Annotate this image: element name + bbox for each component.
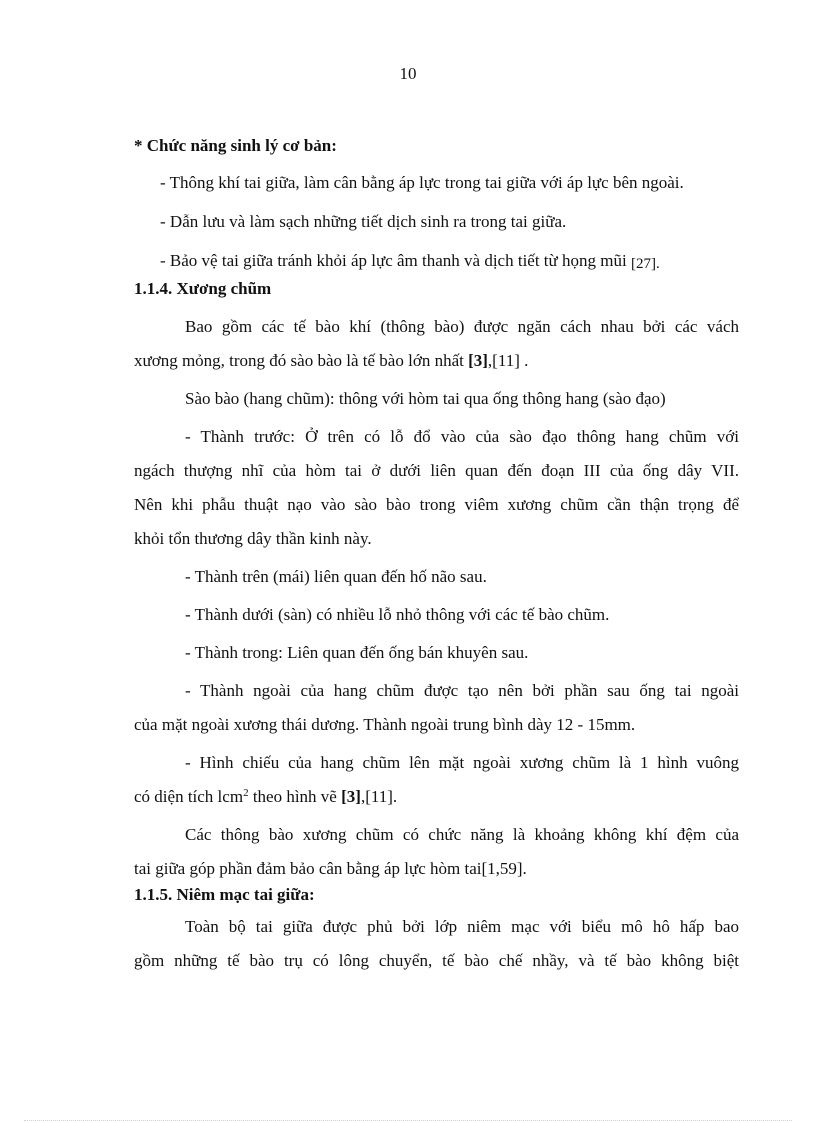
paragraph-mastoid-intro [134,317,739,371]
paragraph-line: Toàn bộ tai giữa được phủ bởi lớp niêm mạc với biểu mô hô hấp bao [185,917,739,936]
paragraph-mucosa [134,917,739,971]
paragraph-text: xương mỏng, trong đó sào bào là tế bào lớn nhất [134,351,469,370]
paragraph-line: của mặt ngoài xương thái dương. Thành ngoài trung bình dày 12 - 15mm. [134,715,636,734]
reference-bold: [3] [468,351,488,370]
paragraph-line: ngách thượng nhĩ của hòm tai ở dưới liên quan đến đoạn III của ống dây VII. [134,461,739,480]
reference: ,[11] . [487,351,529,370]
paragraph-line: gồm những tế bào trụ có lông chuyển, tế bào chế nhầy, và tế bào không biệt [134,951,739,970]
section-heading-1-1-4: 1.1.4. Xương chũm [134,279,272,298]
paragraph-anterior-wall [134,427,739,549]
paragraph-superior-wall: - Thành trên (mái) liên quan đến hố não sau. [185,567,487,586]
page-number: 10 [399,64,417,83]
physio-item-1: - Thông khí tai giữa, làm cân bằng áp lực trong tai giữa với áp lực bên ngoài. [160,173,684,192]
paragraph-projection [134,753,739,807]
section-heading-1-1-5: 1.1.5. Niêm mạc tai giữa: [134,885,315,904]
paragraph-line: - Hình chiếu của hang chũm lên mặt ngoài xương chũm là 1 hình vuông [185,753,739,772]
reference: ,[11]. [360,787,398,806]
paragraph-line: Các thông bào xương chũm có chức năng là khoảng không khí đệm của [185,825,739,844]
paragraph-text: theo hình vẽ [248,787,342,806]
physio-citation: [27]. [630,256,660,272]
paragraph-line: - Thành ngoài của hang chũm được tạo nên bởi phần sau ống tai ngoài [185,681,739,700]
physiology-heading: * Chức năng sinh lý cơ bản: [134,136,337,155]
paragraph-line [134,787,739,807]
document-body [134,130,739,971]
reference-bold: [3] [341,787,361,806]
paragraph-lateral-wall [134,681,739,735]
physio-item-3 [134,251,739,273]
physio-item-2: - Dẫn lưu và làm sạch những tiết dịch sinh ra trong tai giữa. [160,212,567,231]
paragraph-line: - Thành trước: Ở trên có lỗ đổ vào của sào đạo thông hang chũm với [185,427,739,446]
paragraph-line: Bao gồm các tế bào khí (thông bào) được ngăn cách nhau bởi các vách [185,317,739,336]
paragraph-medial-wall: - Thành trong: Liên quan đến ống bán khuyên sau. [185,643,529,662]
paragraph-line [134,351,739,371]
paragraph-text: có diện tích lcm [134,787,244,806]
paragraph-inferior-wall: - Thành dưới (sàn) có nhiều lỗ nhỏ thông với các tế bào chũm. [185,605,610,624]
paragraph-line: Nên khi phẫu thuật nạo vào sào bào trong viêm xương chũm cần thận trọng để [134,495,739,514]
superscript: 2 [243,787,249,799]
paragraph-line: khỏi tổn thương dây thần kinh này. [134,529,372,548]
physio-item-3-text: - Bảo vệ tai giữa tránh khỏi áp lực âm thanh và dịch tiết từ họng mũi [160,251,627,270]
paragraph-air-cells [134,825,739,879]
paragraph-line: tai giữa góp phần đảm bảo cân bằng áp lực hòm tai[1,59]. [134,859,527,878]
paragraph-antrum: Sào bào (hang chũm): thông với hòm tai qua ống thông hang (sào đạo) [185,389,666,408]
page-bottom-rule [24,1120,792,1121]
